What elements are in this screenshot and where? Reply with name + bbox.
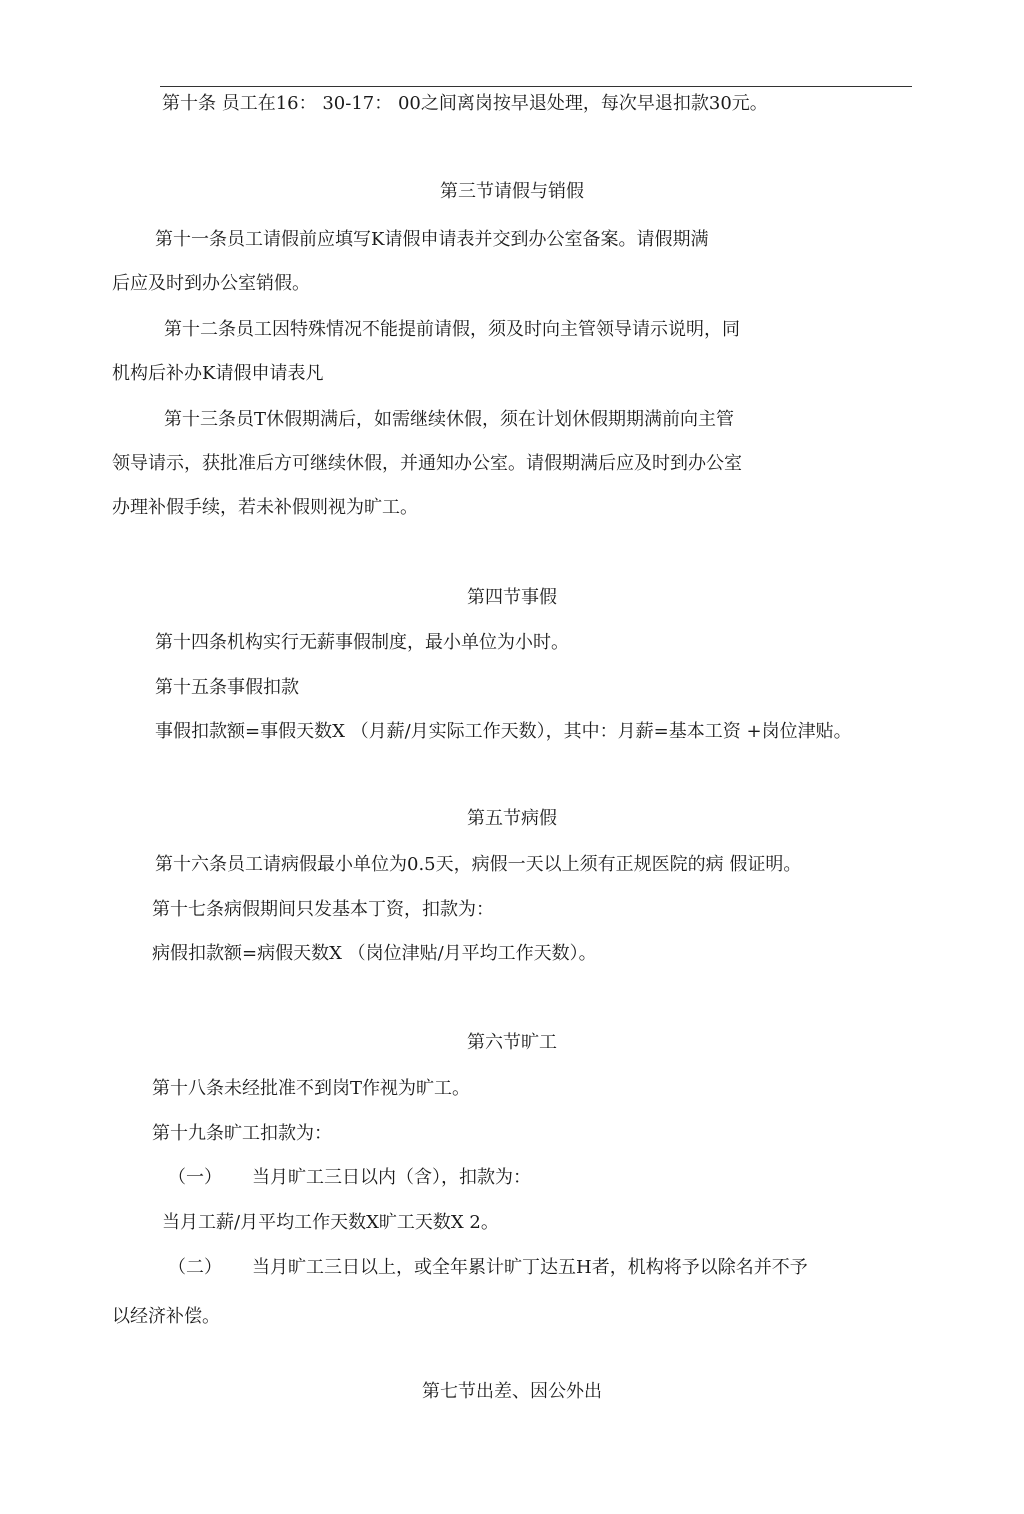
article-11-line-2: 后应及时到办公室销假。 xyxy=(112,273,310,294)
section-7-heading: 第七节出差、因公外出 xyxy=(422,1381,602,1402)
sick-deduction-formula: 病假扣款额=病假天数X （岗位津贴/月平均工作天数）。 xyxy=(152,943,597,964)
article-15: 第十五条事假扣款 xyxy=(155,677,299,698)
leave-deduction-formula: 事假扣款额=事假天数X （月薪/月实际工作天数），其中：月薪=基本工资 +岗位津贴。 xyxy=(155,721,852,742)
section-5-heading: 第五节病假 xyxy=(467,808,557,829)
item-2-number: （二） xyxy=(168,1257,222,1278)
article-13-line-2: 领导请示，获批准后方可继续休假，并通知办公室。请假期满后应及时到办公室 xyxy=(112,453,742,474)
article-13-line-3: 办理补假手续，若未补假则视为旷工。 xyxy=(112,497,418,518)
article-17: 第十七条病假期间只发基本丁资，扣款为： xyxy=(152,899,494,920)
article-13-line-1: 第十三条员T休假期满后，如需继续休假，须在计划休假期期满前向主管 xyxy=(164,409,735,430)
article-18: 第十八条未经批准不到岗T作视为旷工。 xyxy=(152,1078,471,1099)
section-3-heading: 第三节请假与销假 xyxy=(440,181,584,202)
article-14: 第十四条机构实行无薪事假制度，最小单位为小时。 xyxy=(155,632,569,653)
article-10: 第十条 员工在16： 30-17： 00之间离岗按早退处理，每次早退扣款30元。 xyxy=(162,93,768,114)
item-1-text: 当月旷工三日以内（含），扣款为： xyxy=(252,1167,531,1188)
item-2-text: 当月旷工三日以上，或全年累计旷丁达五H者，机构将予以除名并不予 xyxy=(252,1257,808,1278)
section-4-heading: 第四节事假 xyxy=(467,587,557,608)
section-6-heading: 第六节旷工 xyxy=(467,1032,557,1053)
article-11-line-1: 第十一条员工请假前应填写K请假申请表并交到办公室备案。请假期满 xyxy=(155,229,709,250)
article-12-line-1: 第十二条员工因特殊情况不能提前请假，须及时向主管领导请示说明，同 xyxy=(164,319,740,340)
item-2-continuation: 以经济补偿。 xyxy=(112,1306,220,1327)
item-1-formula: 当月工薪/月平均工作天数X旷工天数X 2。 xyxy=(162,1212,499,1233)
article-19: 第十九条旷工扣款为： xyxy=(152,1123,332,1144)
article-12-line-2: 机构后补办K请假申请表凡 xyxy=(112,363,324,384)
header-rule xyxy=(160,86,912,87)
article-16: 第十六条员工请病假最小单位为0.5天，病假一天以上须有正规医院的病 假证明。 xyxy=(155,854,802,875)
item-1-number: （一） xyxy=(168,1167,222,1188)
